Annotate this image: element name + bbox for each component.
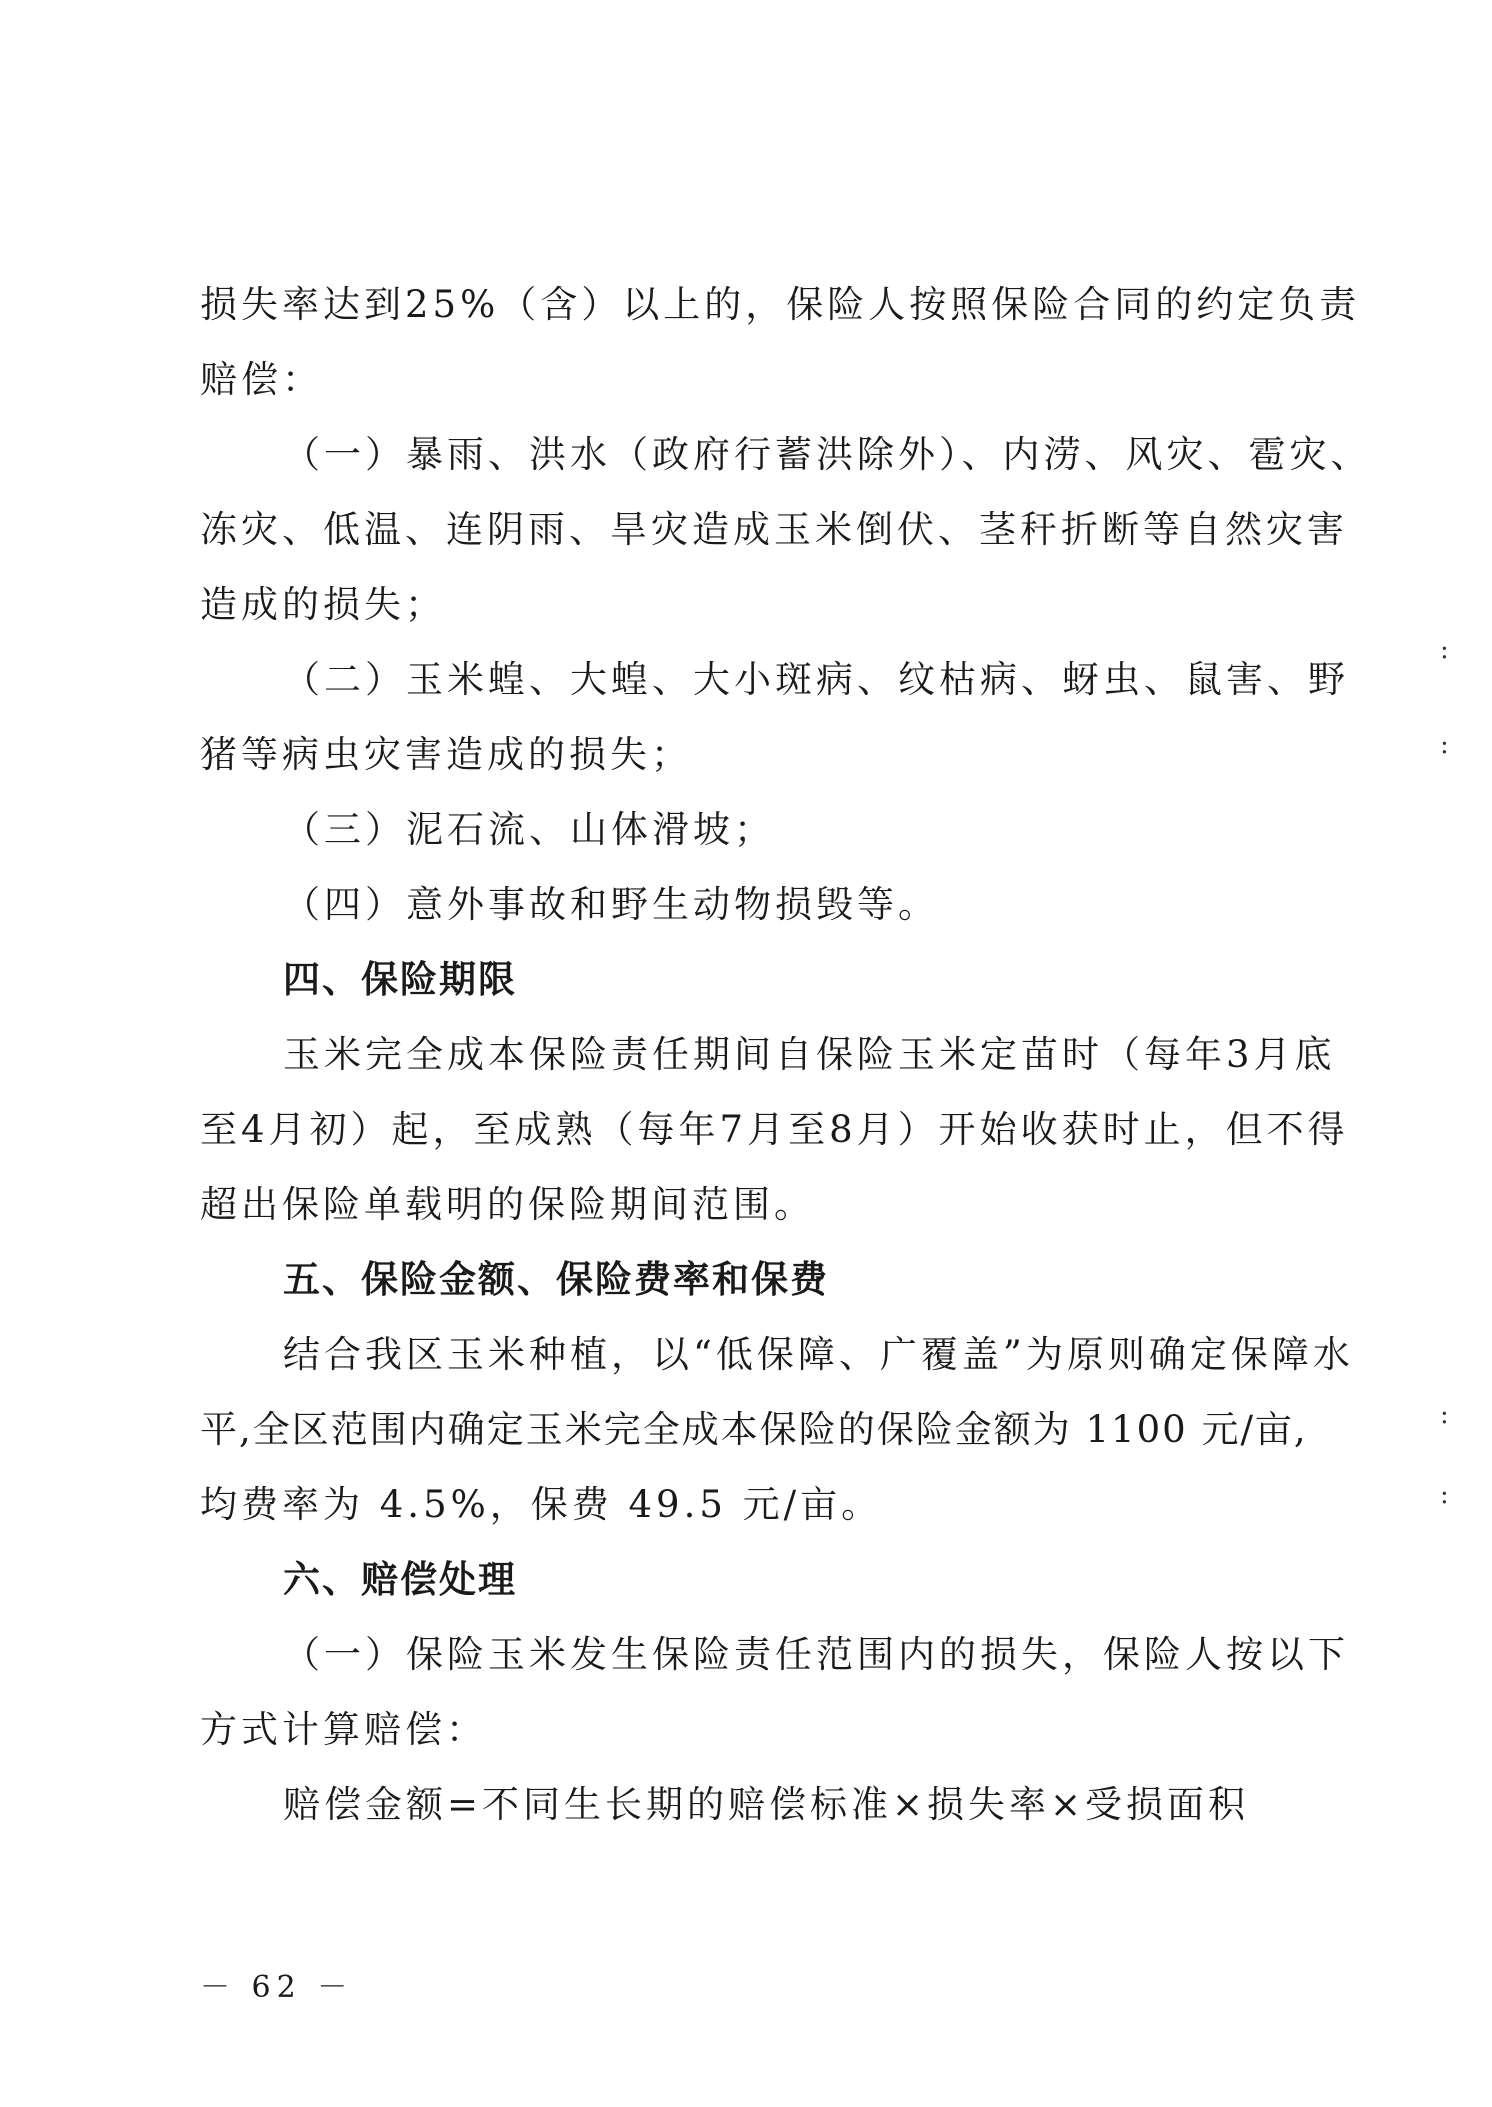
paragraph-line: 猪等病虫灾害造成的损失； — [200, 733, 692, 776]
paragraph-line: 超出保险单载明的保险期间范围。 — [200, 1183, 815, 1226]
paragraph-line: 冻灾、低温、连阴雨、旱灾造成玉米倒伏、茎秆折断等自然灾害 — [200, 508, 1348, 551]
section-heading-6: 六、赔偿处理 — [283, 1558, 517, 1601]
paragraph-line: 结合我区玉米种植，以“低保障、广覆盖”为原则确定保障水 — [283, 1333, 1354, 1376]
margin-mark: : — [1440, 1400, 1449, 1430]
paragraph-line: 玉米完全成本保险责任期间自保险玉米定苗时（每年3月底 — [283, 1033, 1336, 1076]
paragraph-line: 赔偿： — [200, 358, 323, 401]
list-item-3: （三）泥石流、山体滑坡； — [283, 808, 775, 851]
list-item-2: （二）玉米蝗、大蝗、大小斑病、纹枯病、蚜虫、鼠害、野 — [283, 658, 1349, 701]
section-heading-4: 四、保险期限 — [283, 958, 517, 1001]
margin-mark: : — [1440, 635, 1449, 665]
paragraph-line: （一）保险玉米发生保险责任范围内的损失，保险人按以下 — [283, 1633, 1349, 1676]
list-item-1: （一）暴雨、洪水（政府行蓄洪除外）、内涝、风灾、雹灾、 — [283, 433, 1372, 476]
paragraph-line: 损失率达到25%（含）以上的，保险人按照保险合同的约定负责 — [200, 283, 1361, 326]
margin-mark: : — [1440, 730, 1449, 760]
paragraph-line: 方式计算赔偿： — [200, 1708, 487, 1751]
paragraph-line: 造成的损失； — [200, 583, 446, 626]
paragraph-line: 均费率为 4.5%，保费 49.5 元/亩。 — [200, 1483, 883, 1526]
formula-line: 赔偿金额=不同生长期的赔偿标准×损失率×受损面积 — [283, 1783, 1250, 1826]
paragraph-line: 平,全区范围内确定玉米完全成本保险的保险金额为 1100 元/亩, — [200, 1408, 1308, 1451]
section-heading-5: 五、保险金额、保险费率和保费 — [283, 1258, 829, 1301]
paragraph-line: 至4月初）起，至成熟（每年7月至8月）开始收获时止，但不得 — [200, 1108, 1349, 1151]
list-item-4: （四）意外事故和野生动物损毁等。 — [283, 883, 939, 926]
margin-mark: : — [1440, 1480, 1449, 1510]
page-number: － 62 － — [200, 1970, 354, 2005]
